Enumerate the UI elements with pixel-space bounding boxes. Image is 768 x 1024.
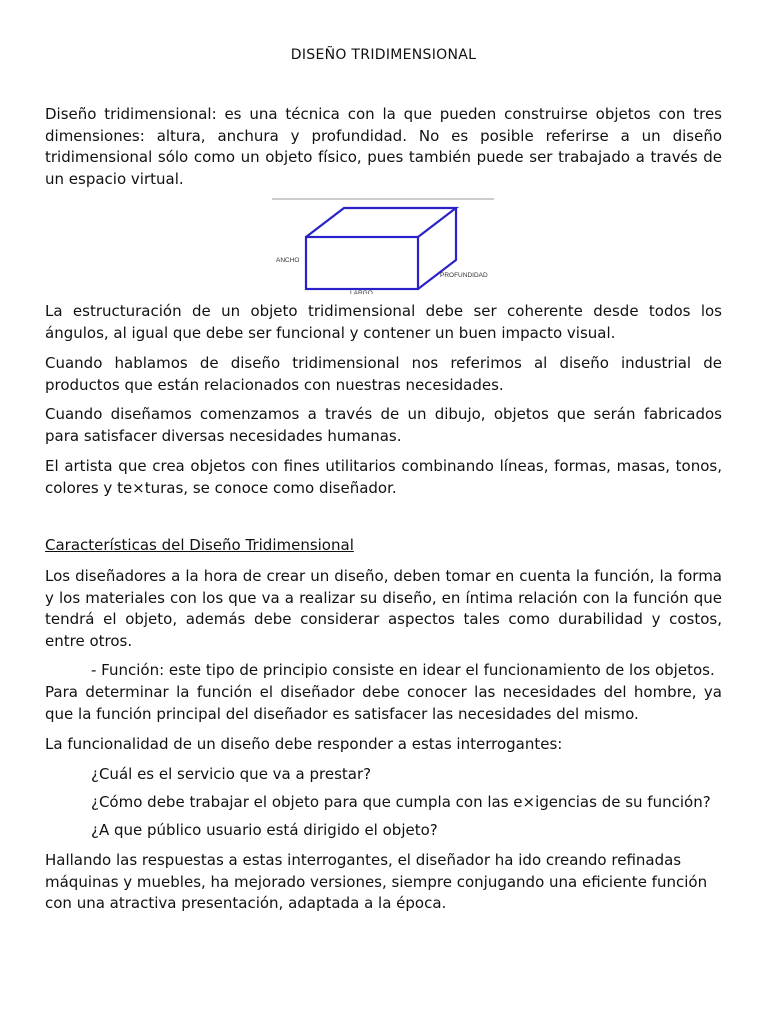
funcion-paragraph: Para determinar la función el diseñador debe conocer las necesidades del hombre, ya que la función principal del diseñador es satisfacer las necesidades del mismo. bbox=[45, 683, 722, 723]
label-largo: LARGO bbox=[350, 290, 373, 294]
label-profundidad: PROFUNDIDAD bbox=[440, 272, 488, 279]
label-ancho: ANCHO bbox=[276, 257, 300, 264]
paragraph-artista: El artista que crea objetos con fines utilitarios combinando líneas, formas, masas, tonos, colores y te×turas, se conoce como diseñador. bbox=[45, 457, 722, 497]
section-heading: Características del Diseño Tridimensional bbox=[45, 536, 354, 554]
section-intro-paragraph: Los diseñadores a la hora de crear un diseño, deben tomar en cuenta la función, la forma y los materiales con los que va a realizar su diseño, en íntima relación con la función que tendrá el objeto, además debe considerar aspectos tales como durabilidad y costos, entre otros. bbox=[45, 567, 722, 650]
questions-intro: La funcionalidad de un diseño debe responder a estas interrogantes: bbox=[45, 735, 563, 753]
funcion-first-line: - Función: este tipo de principio consiste en idear el funcionamiento de los objetos. bbox=[91, 661, 715, 679]
box-diagram-figure bbox=[272, 198, 496, 294]
paragraph-hablamos: Cuando hablamos de diseño tridimensional nos referimos al diseño industrial de productos que están relacionados con nuestras necesidades. bbox=[45, 354, 722, 394]
paragraph-disenamos: Cuando diseñamos comenzamos a través de un dibujo, objetos que serán fabricados para satisfacer diversas necesidades humanas. bbox=[45, 405, 722, 445]
question-item: ¿Cuál es el servicio que va a prestar? bbox=[91, 765, 372, 783]
question-item: ¿A que público usuario está dirigido el objeto? bbox=[91, 821, 438, 839]
box-front-face bbox=[306, 237, 418, 289]
paragraph-estructuracion: La estructuración de un objeto tridimensional debe ser coherente desde todos los ángulos, al igual que debe ser funcional y contener un buen impacto visual. bbox=[45, 302, 722, 342]
document-title: DISEÑO TRIDIMENSIONAL bbox=[290, 47, 477, 63]
question-item: ¿Cómo debe trabajar el objeto para que cumpla con las e×igencias de su función? bbox=[91, 793, 711, 811]
box-diagram bbox=[272, 198, 496, 294]
intro-paragraph: Diseño tridimensional: es una técnica con la que pueden construirse objetos con tres dimensiones: altura, anchura y profundidad. No es posible referirse a un diseño tridimensional sólo como un objeto físico, pues también puede ser trabajado a través de un espacio virtual. bbox=[45, 105, 722, 188]
box-top-face bbox=[306, 208, 456, 237]
closing-paragraph: Hallando las respuestas a estas interrogantes, el diseñador ha ido creando refinadas máquinas y muebles, ha mejorado versiones, siempre conjugando una eficiente función con una atractiva presentación, adaptada a la época. bbox=[45, 851, 708, 912]
